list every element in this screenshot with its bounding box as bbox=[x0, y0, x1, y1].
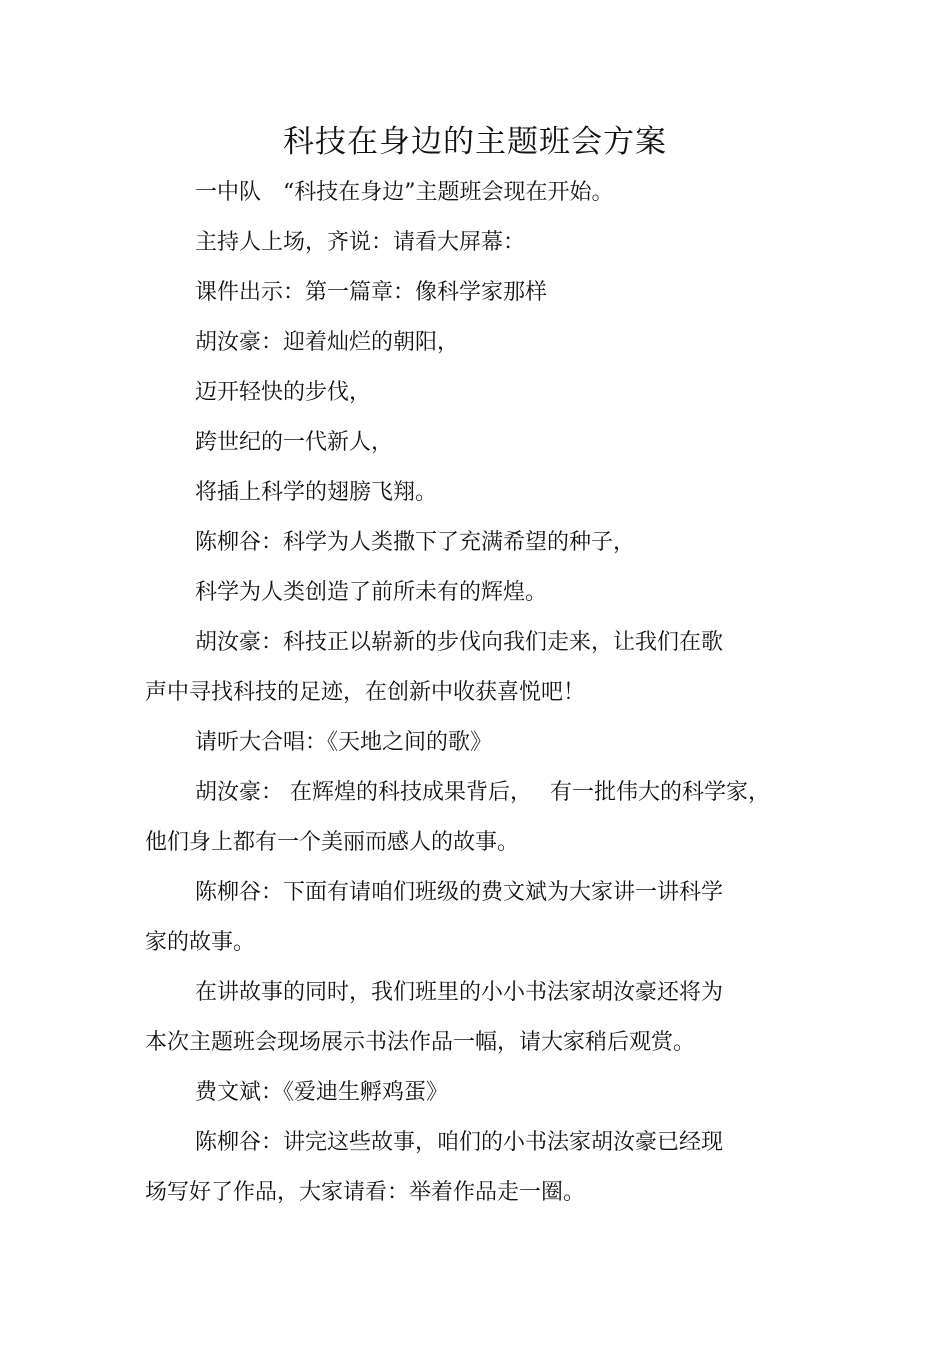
document-body bbox=[145, 168, 805, 1218]
document-title: 科技在身边的主题班会方案 bbox=[283, 124, 667, 160]
body-line: 胡汝豪：科技正以崭新的步伐向我们走来，让我们在歌 bbox=[195, 630, 724, 655]
body-line: 迈开轻快的步伐， bbox=[195, 380, 372, 405]
body-line: 声中寻找科技的足迹，在创新中收获喜悦吧！ bbox=[145, 680, 586, 705]
body-line: 陈柳谷：科学为人类撒下了充满希望的种子， bbox=[195, 530, 636, 555]
body-line: 在讲故事的同时，我们班里的小小书法家胡汝豪还将为 bbox=[195, 980, 724, 1005]
body-line: 科学为人类创造了前所未有的辉煌。 bbox=[195, 580, 548, 605]
body-line: 课件出示：第一篇章：像科学家那样 bbox=[195, 280, 548, 305]
body-line: 本次主题班会现场展示书法作品一幅，请大家稍后观赏。 bbox=[145, 1030, 696, 1055]
body-line: 请听大合唱：《天地之间的歌》 bbox=[195, 730, 493, 755]
body-line: 费文斌：《爱迪生孵鸡蛋》 bbox=[195, 1080, 449, 1105]
body-line: 主持人上场，齐说：请看大屏幕： bbox=[195, 230, 526, 255]
body-line: 胡汝豪： 在辉煌的科技成果背后， 有一批伟大的科学家， bbox=[195, 780, 770, 805]
body-line: 他们身上都有一个美丽而感人的故事。 bbox=[145, 830, 520, 855]
body-line: 胡汝豪：迎着灿烂的朝阳， bbox=[195, 330, 460, 355]
body-line: 将插上科学的翅膀飞翔。 bbox=[195, 480, 438, 505]
body-line: 一中队 “科技在身边”主题班会现在开始。 bbox=[195, 180, 614, 205]
body-line: 跨世纪的一代新人， bbox=[195, 430, 394, 455]
body-line: 场写好了作品，大家请看：举着作品走一圈。 bbox=[145, 1180, 586, 1205]
body-line: 家的故事。 bbox=[145, 930, 256, 955]
body-line: 陈柳谷：讲完这些故事，咱们的小书法家胡汝豪已经现 bbox=[195, 1130, 724, 1155]
body-line: 陈柳谷：下面有请咱们班级的费文斌为大家讲一讲科学 bbox=[195, 880, 724, 905]
